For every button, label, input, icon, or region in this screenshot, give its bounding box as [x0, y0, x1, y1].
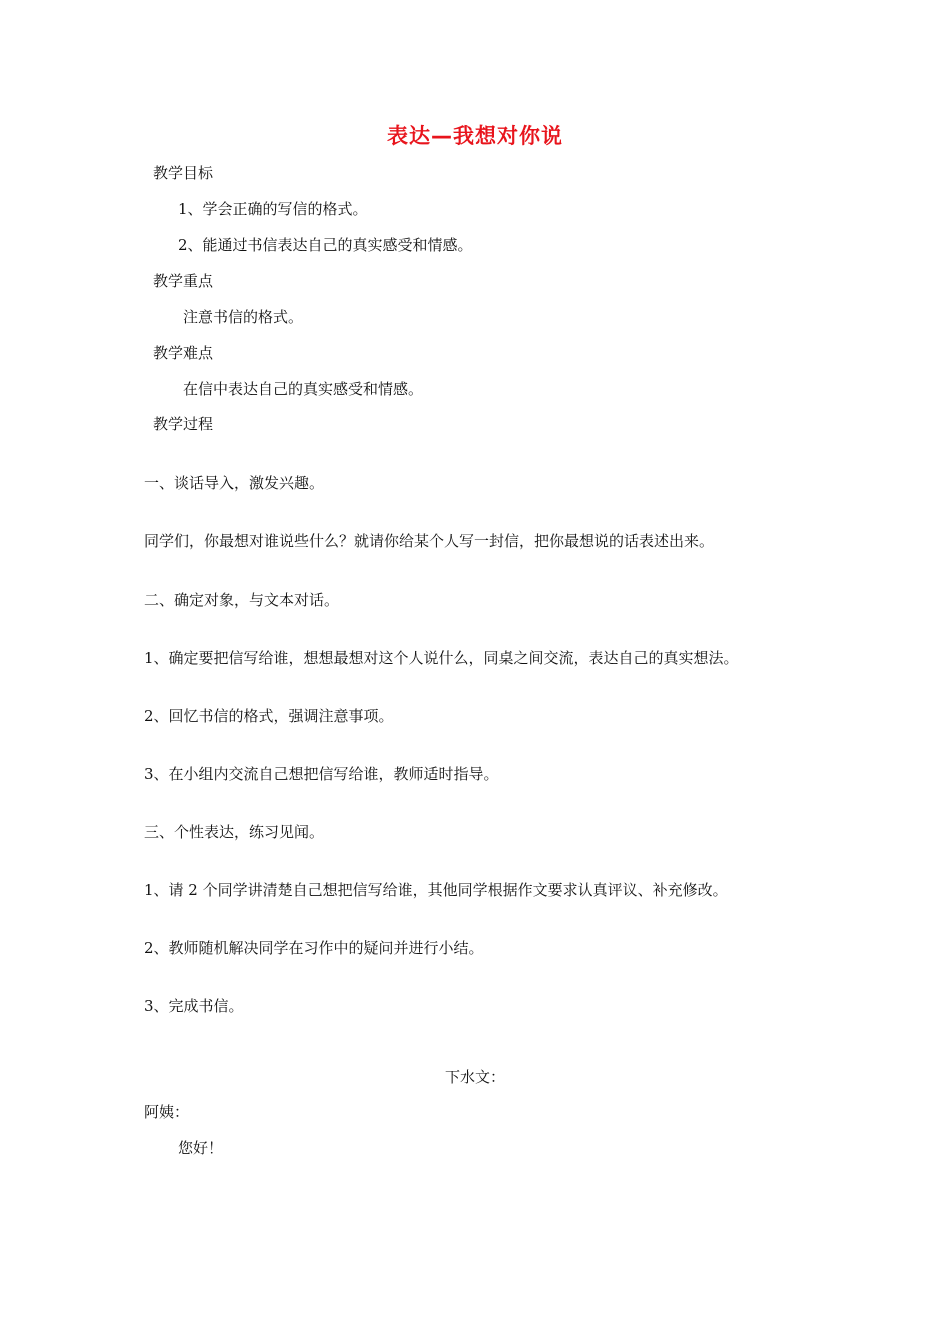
- part1-heading: 一、谈话导入，激发兴趣。: [144, 474, 325, 492]
- objectives-heading: 教学目标: [153, 164, 214, 182]
- part2-item-1: 1、确定要把信写给谁，想想最想对这个人说什么，同桌之间交流，表达自己的真实想法。: [144, 649, 739, 667]
- part3-item-2: 2、教师随机解决同学在习作中的疑问并进行小结。: [144, 939, 484, 957]
- document-title: 表达—我想对你说: [387, 124, 563, 148]
- objective-item-2: 2、能通过书信表达自己的真实感受和情感。: [178, 236, 473, 254]
- letter-salutation: 阿姨：: [144, 1103, 190, 1121]
- key-points-text: 注意书信的格式。: [183, 308, 304, 326]
- part2-heading: 二、确定对象，与文本对话。: [144, 591, 340, 609]
- difficulty-heading: 教学难点: [153, 344, 214, 362]
- sample-essay-heading: 下水文：: [444, 1068, 505, 1086]
- process-heading: 教学过程: [153, 415, 214, 433]
- part3-item-3: 3、完成书信。: [144, 997, 244, 1015]
- part3-item-1: 1、请 2 个同学讲清楚自己想把信写给谁，其他同学根据作文要求认真评议、补充修改。: [144, 881, 728, 899]
- difficulty-text: 在信中表达自己的真实感受和情感。: [183, 380, 424, 398]
- part2-item-2: 2、回忆书信的格式，强调注意事项。: [144, 707, 394, 725]
- part1-text: 同学们，你最想对谁说些什么？就请你给某个人写一封信，把你最想说的话表述出来。: [144, 532, 715, 550]
- objective-item-1: 1、学会正确的写信的格式。: [178, 200, 368, 218]
- key-points-heading: 教学重点: [153, 272, 214, 290]
- part2-item-3: 3、在小组内交流自己想把信写给谁，教师适时指导。: [144, 765, 499, 783]
- part3-heading: 三、个性表达，练习见闻。: [144, 823, 325, 841]
- letter-greeting: 您好！: [178, 1139, 224, 1157]
